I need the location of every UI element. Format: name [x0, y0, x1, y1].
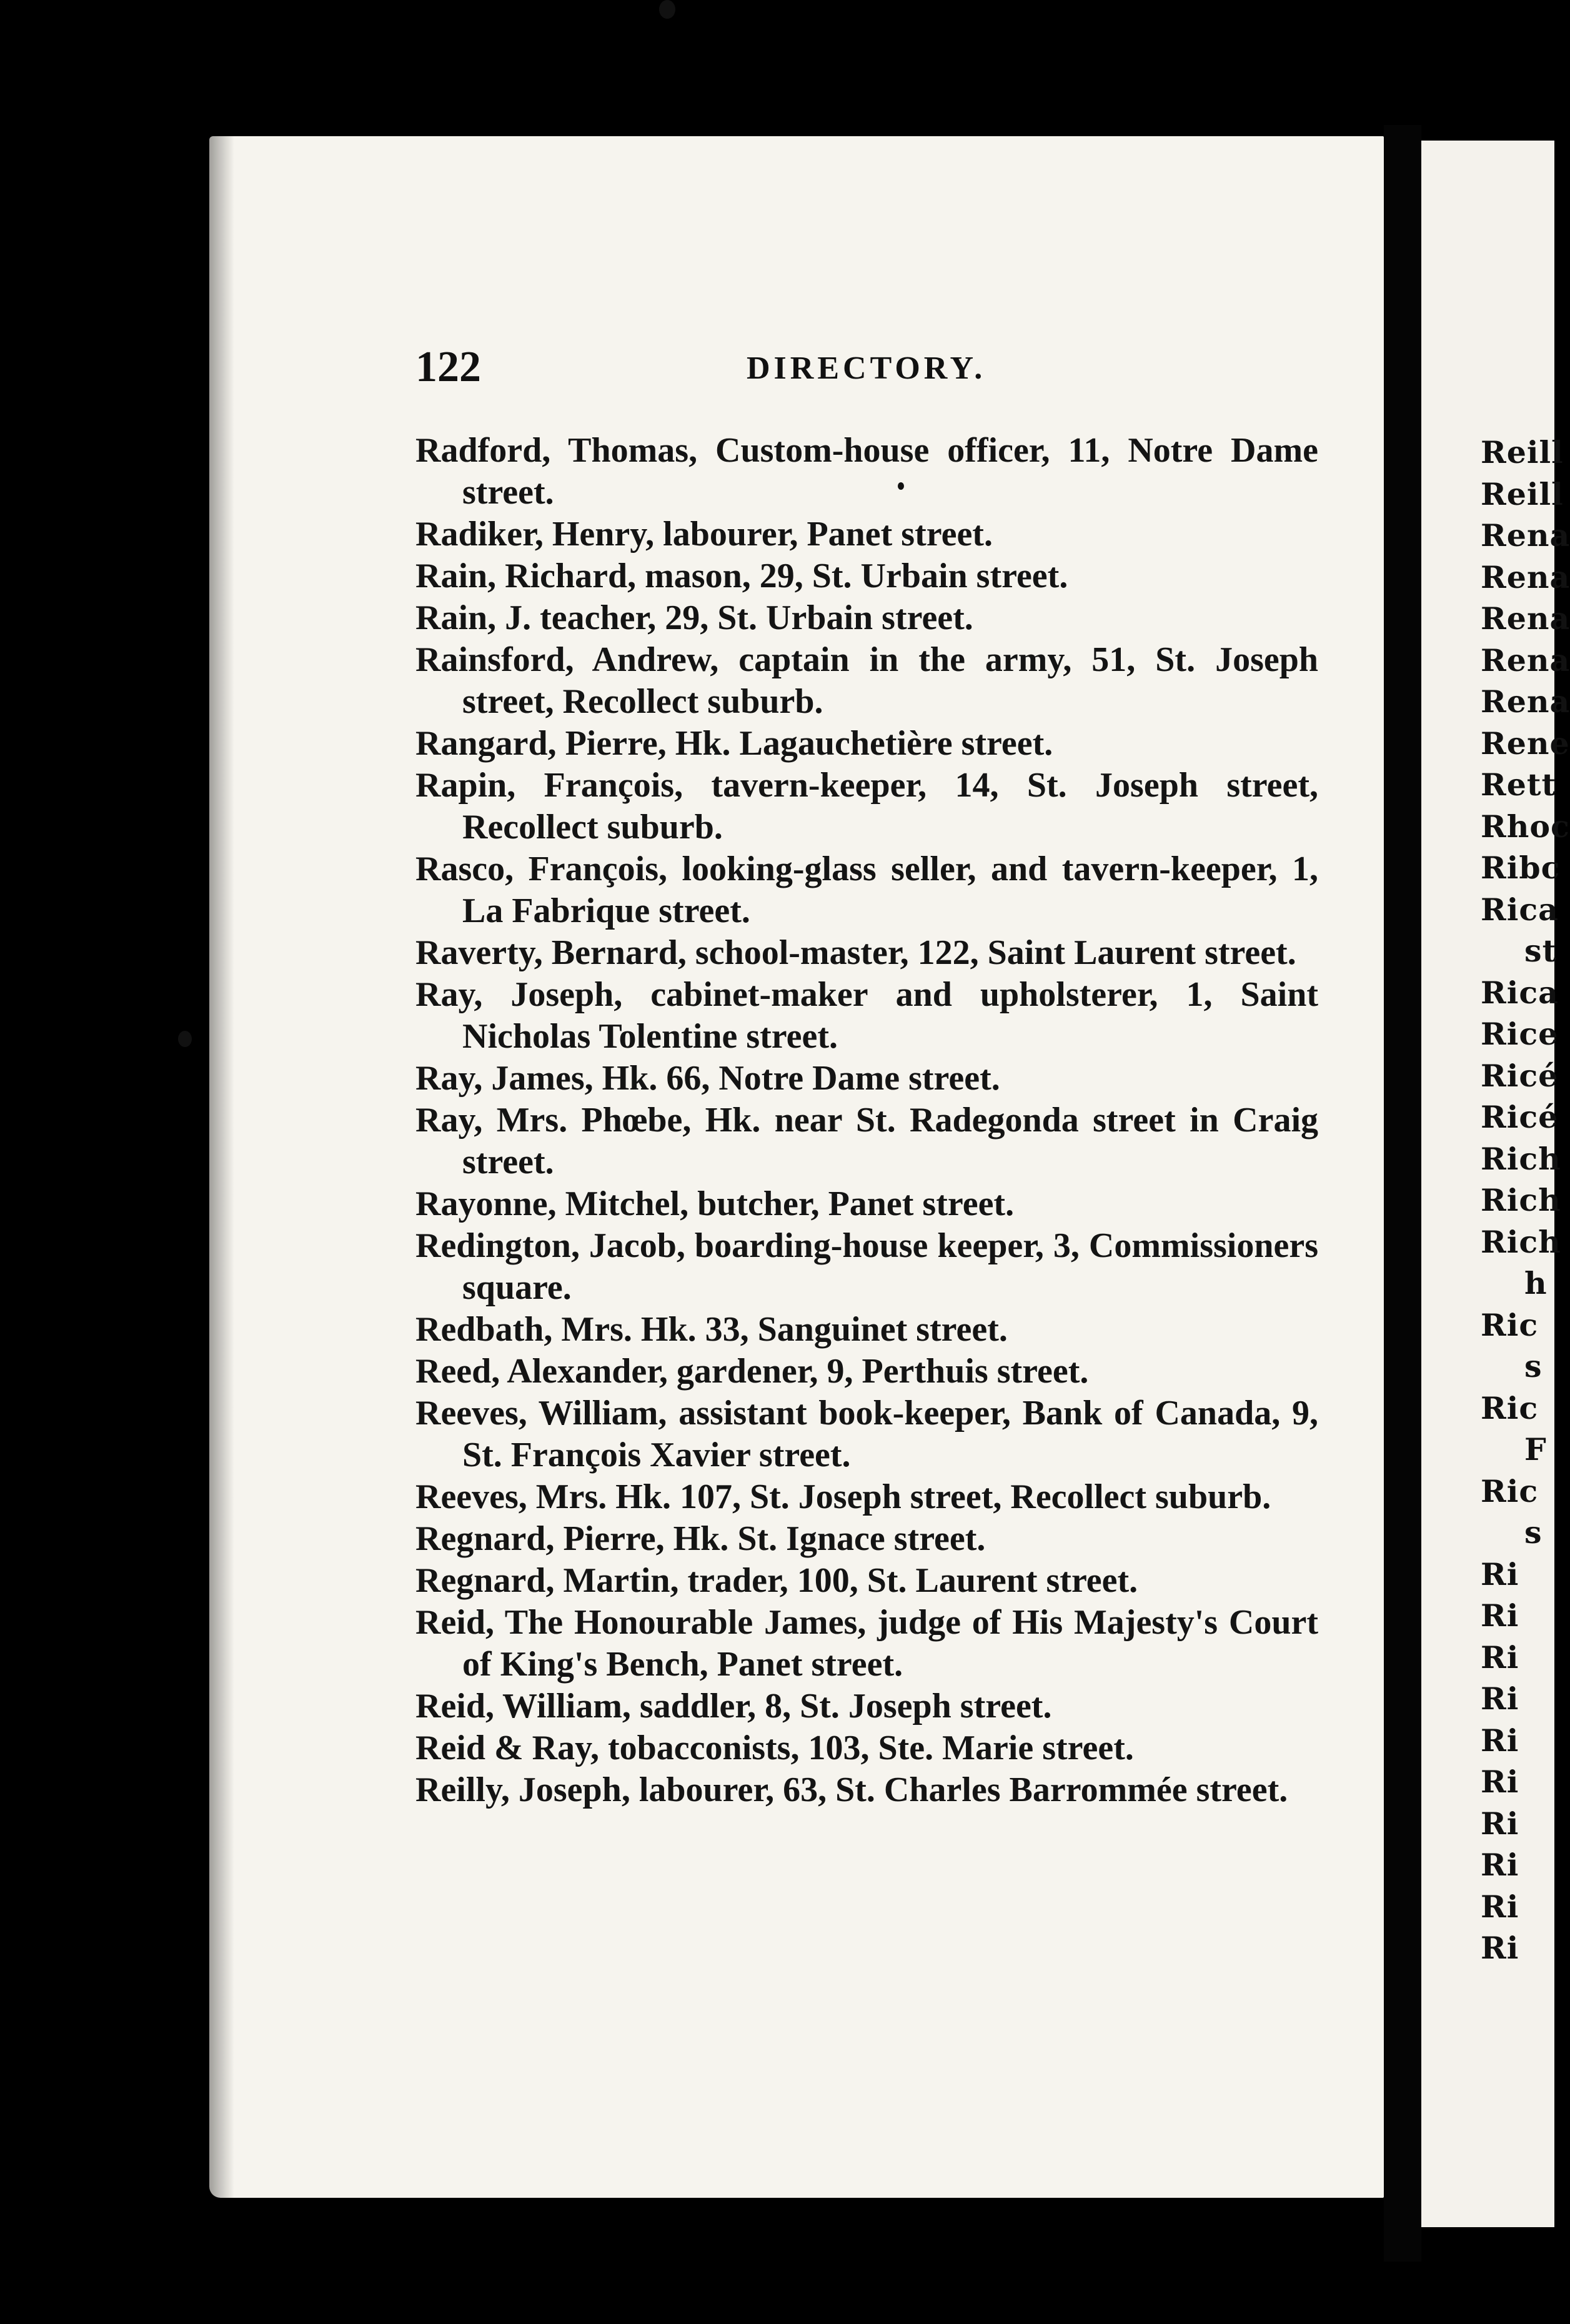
facing-page-fragment: Ri	[1481, 1639, 1519, 1676]
facing-page-fragment: Ri	[1481, 1722, 1519, 1759]
book-gutter	[1384, 125, 1421, 2262]
directory-entry: Ray, James, Hk. 66, Notre Dame street.	[415, 1059, 1000, 1098]
facing-page-fragment: Rena	[1481, 600, 1570, 637]
facing-page-fragment: Rich	[1481, 1182, 1561, 1218]
facing-page-fragment: Ric	[1481, 1472, 1539, 1509]
directory-entry: Reeves, William, assistant book-keeper, Bank of Canada, 9, St. François Xavier street.	[415, 1394, 1318, 1474]
facing-page-fragment: Rice	[1481, 1016, 1559, 1052]
facing-page-fragment: Rena	[1481, 559, 1570, 595]
facing-page-fragment: h	[1524, 1265, 1548, 1301]
directory-entry: Ray, Mrs. Phœbe, Hk. near St. Radegonda street in Craig street.	[415, 1101, 1318, 1181]
facing-page-fragment: Ribc	[1481, 850, 1561, 886]
facing-page-fragment: Ric	[1481, 1389, 1539, 1426]
facing-page-fragment: Ricé	[1481, 1057, 1559, 1094]
directory-entry: Raverty, Bernard, school-master, 122, Saint Laurent street.	[415, 933, 1296, 972]
ink-speck	[898, 482, 904, 490]
directory-entry: Rain, J. teacher, 29, St. Urbain street.	[415, 598, 973, 637]
directory-entry: Reeves, Mrs. Hk. 107, St. Joseph street, Recollect suburb.	[415, 1477, 1271, 1516]
facing-page-fragment: Rena	[1481, 683, 1570, 720]
facing-page-fragment: Rene	[1481, 725, 1570, 762]
facing-page-fragment: F	[1524, 1431, 1547, 1467]
facing-page-fragment: Ri	[1481, 1888, 1519, 1925]
directory-entry: Rain, Richard, mason, 29, St. Urbain street.	[415, 557, 1068, 595]
directory-entry: Radiker, Henry, labourer, Panet street.	[415, 515, 993, 554]
directory-entry: Reid & Ray, tobacconists, 103, Ste. Marie street.	[415, 1729, 1134, 1767]
page-number: 122	[415, 343, 481, 391]
directory-entry: Reilly, Joseph, labourer, 63, St. Charles Barrommée street.	[415, 1770, 1288, 1809]
facing-page-fragment: Rhoc	[1481, 808, 1570, 845]
directory-entry: Regnard, Pierre, Hk. St. Ignace street.	[415, 1519, 986, 1558]
facing-page-fragment: Rich	[1481, 1223, 1561, 1260]
facing-page-fragment: Rich	[1481, 1140, 1561, 1177]
facing-page-fragment: Ri	[1481, 1681, 1519, 1717]
facing-page-fragment: Ri	[1481, 1764, 1519, 1800]
directory-entry: Redington, Jacob, boarding-house keeper, 3, Commissioners square.	[415, 1226, 1318, 1307]
directory-entry: Redbath, Mrs. Hk. 33, Sanguinet street.	[415, 1310, 1008, 1349]
ink-speck	[178, 1031, 192, 1047]
directory-entry: Rayonne, Mitchel, butcher, Panet street.	[415, 1184, 1015, 1223]
directory-entry: Ray, Joseph, cabinet-maker and upholsterer, 1, Saint Nicholas Tolentine street.	[415, 975, 1318, 1056]
facing-page-fragment: Reill	[1481, 475, 1564, 512]
facing-page-fragment: Ri	[1481, 1847, 1519, 1883]
directory-entries	[415, 430, 1318, 1811]
directory-entry: Rainsford, Andrew, captain in the army, 51, St. Joseph street, Recollect suburb.	[415, 640, 1318, 721]
facing-page-fragment: s	[1524, 1348, 1543, 1384]
directory-entry: Regnard, Martin, trader, 100, St. Laurent street.	[415, 1561, 1138, 1600]
facing-page-fragment: Reill	[1481, 434, 1564, 470]
facing-page	[1421, 141, 1570, 2227]
page-edge-shadow	[209, 136, 234, 2198]
directory-entry: Rapin, François, tavern-keeper, 14, St. Joseph street, Recollect suburb.	[415, 766, 1318, 847]
facing-page-fragment: Rica	[1481, 974, 1559, 1011]
facing-page-fragment: Rett	[1481, 767, 1557, 803]
directory-entry: Rasco, François, looking-glass seller, and tavern-keeper, 1, La Fabrique street.	[415, 850, 1318, 930]
directory-entry: Reid, The Honourable James, judge of His Majesty's Court of King's Bench, Panet street.	[415, 1603, 1318, 1684]
facing-page-fragment: Ri	[1481, 1805, 1519, 1842]
facing-page-fragment: Rica	[1481, 891, 1559, 928]
facing-page-fragment: Ri	[1481, 1597, 1519, 1634]
facing-page-fragment: Rena	[1481, 517, 1570, 554]
directory-entry: Rangard, Pierre, Hk. Lagauchetière street.	[415, 724, 1053, 763]
facing-page-fragment: Ricé	[1481, 1099, 1559, 1135]
directory-entry: Reed, Alexander, gardener, 9, Perthuis street.	[415, 1352, 1089, 1391]
ink-speck	[659, 0, 675, 19]
running-title: DIRECTORY.	[747, 350, 986, 386]
facing-page-fragment: Ric	[1481, 1306, 1539, 1343]
facing-page-fragment: st	[1524, 933, 1558, 969]
directory-entry: Reid, William, saddler, 8, St. Joseph street.	[415, 1687, 1052, 1726]
directory-entry: Radford, Thomas, Custom-house officer, 11, Notre Dame street.	[415, 431, 1318, 512]
facing-page-fragment: Rena	[1481, 642, 1570, 678]
facing-page-fragment: Ri	[1481, 1930, 1519, 1966]
facing-page-fragment: s	[1524, 1514, 1543, 1551]
facing-page-fragment: Ri	[1481, 1556, 1519, 1592]
